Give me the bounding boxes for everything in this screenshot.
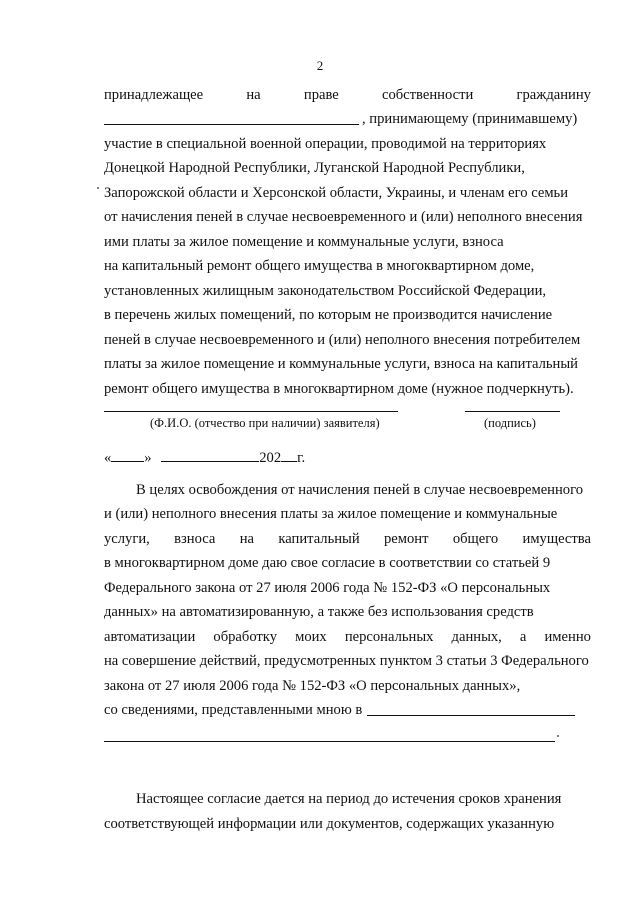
para3-line2: соответствующей информации или документов, содержащих указанную <box>104 816 555 832</box>
para2-line2: и (или) неполного внесения платы за жилое помещение и коммунальные <box>104 506 558 522</box>
scan-speck <box>557 735 559 737</box>
year-suffix: г. <box>297 450 306 466</box>
month-blank[interactable] <box>161 447 259 462</box>
info-source-blank-2[interactable] <box>104 741 555 742</box>
word: услуги, <box>104 531 150 547</box>
para1-line3: участие в специальной военной операции, проводимой на территориях <box>104 136 547 152</box>
page-number: 2 <box>316 58 324 73</box>
para1-line6: от начисления пеней в случае несвоевременного и (или) неполного внесения <box>104 209 583 225</box>
para1-line1 <box>104 86 591 104</box>
scan-speck <box>97 187 99 189</box>
para2-line5: Федерального закона от 27 июля 2006 года № 152-ФЗ «О персональных <box>104 580 551 596</box>
word: данных, <box>451 629 502 645</box>
para1-line5: Запорожской области и Херсонской области, Украины, и членам его семьи <box>104 185 569 201</box>
word: гражданину <box>516 87 591 103</box>
para1-line4: Донецкой Народной Республики, Луганской Народной Республики, <box>104 160 525 176</box>
para2-line4: в многоквартирном доме даю свое согласие в соответствии со статьей 9 <box>104 555 551 571</box>
word: имущества <box>522 531 591 547</box>
fio-signature-line[interactable] <box>104 411 398 412</box>
word: на <box>239 531 255 547</box>
word: праве <box>303 87 339 103</box>
word: именно <box>544 629 591 645</box>
day-blank[interactable] <box>111 447 144 462</box>
word: персональных <box>344 629 434 645</box>
signature-caption: (подпись) <box>484 416 536 430</box>
signature-line[interactable] <box>465 411 560 412</box>
para2-line8: на совершение действий, предусмотренных пунктом 3 статьи 3 Федерального <box>104 653 589 669</box>
word: принадлежащее <box>104 87 204 103</box>
para1-line2-text: , принимающему (принимавшему) <box>362 111 578 127</box>
para3-line1: Настоящее согласие дается на период до истечения сроков хранения <box>136 791 562 807</box>
fio-caption: (Ф.И.О. (отчество при наличии) заявителя) <box>150 416 380 430</box>
para2-line6: данных» на автоматизированную, а также без использования средств <box>104 604 534 620</box>
word: ремонт <box>384 531 429 547</box>
para1-line7: ими платы за жилое помещение и коммунальные услуги, взноса <box>104 234 504 250</box>
para1-line9: установленных жилищным законодательством Российской Федерации, <box>104 283 547 299</box>
word: обработку <box>213 629 277 645</box>
word: моих <box>295 629 327 645</box>
para2-line10-text: со сведениями, представленными мною в <box>104 702 363 718</box>
para2-line1: В целях освобождения от начисления пеней в случае несвоевременного <box>136 482 584 498</box>
word: общего <box>452 531 499 547</box>
para1-line11: пеней в случае несвоевременного и (или) неполного внесения потребителем <box>104 332 581 348</box>
word: капитальный <box>278 531 360 547</box>
date-line <box>104 447 305 467</box>
year-blank[interactable] <box>281 447 297 462</box>
para2-line10 <box>104 701 591 719</box>
para1-line2 <box>104 110 591 128</box>
word: а <box>519 629 527 645</box>
word: собственности <box>381 87 474 103</box>
word: взноса <box>174 531 216 547</box>
date-open-quote: « <box>104 450 112 466</box>
date-close-quote: » <box>144 450 152 466</box>
year-prefix: 202 <box>259 450 282 466</box>
word: на <box>246 87 261 103</box>
para1-line10: в перечень жилых помещений, по которым не производится начисление <box>104 307 553 323</box>
para1-line13: ремонт общего имущества в многоквартирном доме (нужное подчеркнуть). <box>104 381 574 397</box>
para2-line9: закона от 27 июля 2006 года № 152-ФЗ «О персональных данных», <box>104 678 521 694</box>
para1-line12: платы за жилое помещение и коммунальные услуги, взноса на капитальный <box>104 356 578 372</box>
info-source-blank[interactable] <box>367 701 575 716</box>
citizen-name-blank[interactable] <box>104 110 359 125</box>
para2-line3 <box>104 530 591 548</box>
para2-line7 <box>104 628 591 646</box>
para1-line8: на капитальный ремонт общего имущества в многоквартирном доме, <box>104 258 535 274</box>
word: автоматизации <box>104 629 196 645</box>
